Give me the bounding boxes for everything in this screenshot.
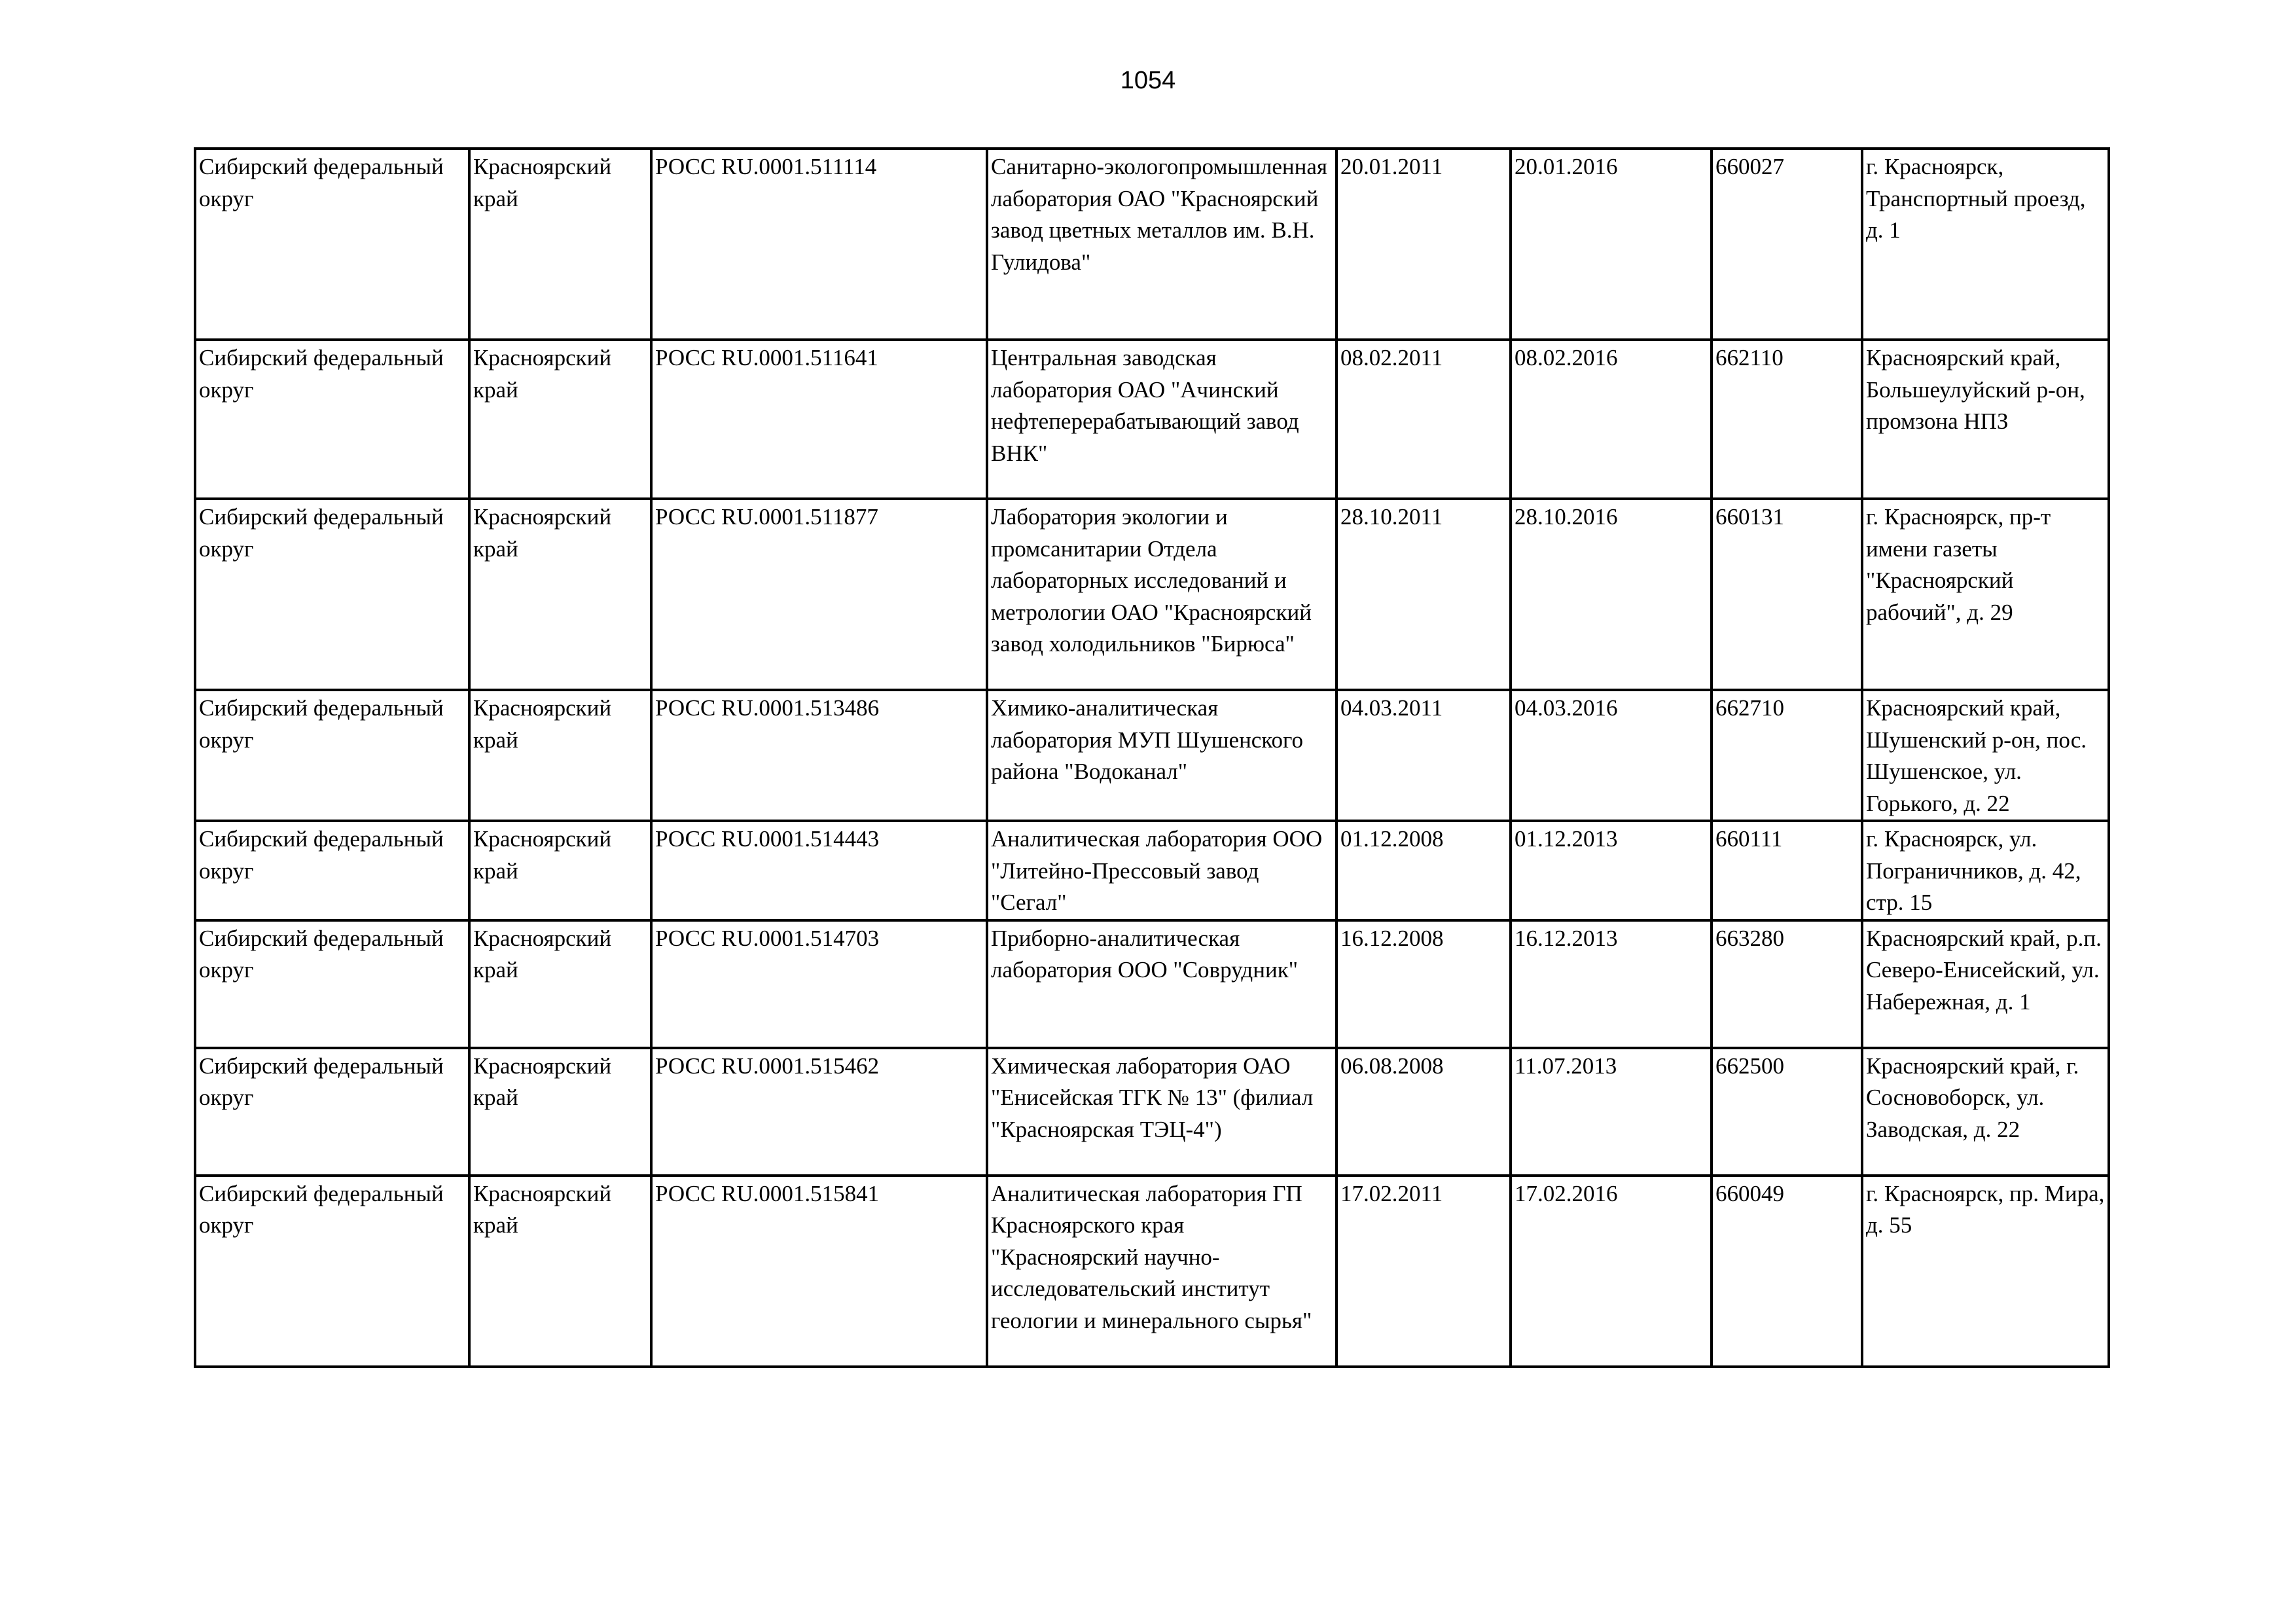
region-cell: Красноярский край (469, 149, 651, 340)
district-cell: Сибирский федеральный округ (195, 1176, 469, 1367)
laboratory-name-cell: Химико-аналитическая лаборатория МУП Шушенского района "Водоканал" (987, 690, 1336, 821)
address-cell: г. Красноярск, ул. Пограничников, д. 42, стр. 15 (1862, 821, 2109, 920)
laboratory-name-cell: Аналитическая лаборатория ГП Красноярского края "Красноярский научно-исследовательский институт геологии и минерального сырья" (987, 1176, 1336, 1367)
laboratory-name-cell: Санитарно-экологопромышленная лаборатория ОАО "Красноярский завод цветных металлов им. В.Н. Гулидова" (987, 149, 1336, 340)
issue-date-cell: 28.10.2011 (1336, 499, 1511, 690)
table-row (195, 1176, 2109, 1367)
address-cell: г. Красноярск, пр-т имени газеты "Красноярский рабочий", д. 29 (1862, 499, 2109, 690)
valid-until-cell: 16.12.2013 (1511, 920, 1712, 1048)
table-row (195, 821, 2109, 920)
table-row (195, 340, 2109, 499)
region-cell: Красноярский край (469, 690, 651, 821)
laboratory-name-cell: Приборно-аналитическая лаборатория ООО "Соврудник" (987, 920, 1336, 1048)
issue-date-cell: 01.12.2008 (1336, 821, 1511, 920)
region-cell: Красноярский край (469, 340, 651, 499)
district-cell: Сибирский федеральный округ (195, 149, 469, 340)
issue-date-cell: 16.12.2008 (1336, 920, 1511, 1048)
region-cell: Красноярский край (469, 920, 651, 1048)
region-cell: Красноярский край (469, 1048, 651, 1176)
table-row (195, 499, 2109, 690)
district-cell: Сибирский федеральный округ (195, 920, 469, 1048)
issue-date-cell: 17.02.2011 (1336, 1176, 1511, 1367)
postal-index-cell: 660131 (1712, 499, 1862, 690)
certificate-number-cell: РОСС RU.0001.514703 (651, 920, 987, 1048)
district-cell: Сибирский федеральный округ (195, 499, 469, 690)
postal-index-cell: 662500 (1712, 1048, 1862, 1176)
valid-until-cell: 11.07.2013 (1511, 1048, 1712, 1176)
address-cell: г. Красноярск, Транспортный проезд, д. 1 (1862, 149, 2109, 340)
issue-date-cell: 06.08.2008 (1336, 1048, 1511, 1176)
valid-until-cell: 20.01.2016 (1511, 149, 1712, 340)
certificate-number-cell: РОСС RU.0001.511114 (651, 149, 987, 340)
table-row (195, 690, 2109, 821)
valid-until-cell: 08.02.2016 (1511, 340, 1712, 499)
postal-index-cell: 662110 (1712, 340, 1862, 499)
certificate-number-cell: РОСС RU.0001.514443 (651, 821, 987, 920)
laboratory-name-cell: Аналитическая лаборатория ООО "Литейно-Прессовый завод "Сегал" (987, 821, 1336, 920)
valid-until-cell: 04.03.2016 (1511, 690, 1712, 821)
region-cell: Красноярский край (469, 1176, 651, 1367)
valid-until-cell: 01.12.2013 (1511, 821, 1712, 920)
table-row (195, 149, 2109, 340)
laboratory-name-cell: Лаборатория экологии и промсанитарии Отдела лабораторных исследований и метрологии ОАО "Красноярский завод холодильников "Бирюса" (987, 499, 1336, 690)
address-cell: Красноярский край, Шушенский р-он, пос. Шушенское, ул. Горького, д. 22 (1862, 690, 2109, 821)
postal-index-cell: 660049 (1712, 1176, 1862, 1367)
certificate-number-cell: РОСС RU.0001.511877 (651, 499, 987, 690)
valid-until-cell: 28.10.2016 (1511, 499, 1712, 690)
district-cell: Сибирский федеральный округ (195, 340, 469, 499)
certificate-number-cell: РОСС RU.0001.511641 (651, 340, 987, 499)
address-cell: Красноярский край, р.п. Северо-Енисейский, ул. Набережная, д. 1 (1862, 920, 2109, 1048)
postal-index-cell: 662710 (1712, 690, 1862, 821)
laboratory-name-cell: Центральная заводская лаборатория ОАО "Ачинский нефтеперерабатывающий завод ВНК" (987, 340, 1336, 499)
laboratory-name-cell: Химическая лаборатория ОАО "Енисейская ТГК № 13" (филиал "Красноярская ТЭЦ-4") (987, 1048, 1336, 1176)
issue-date-cell: 04.03.2011 (1336, 690, 1511, 821)
laboratory-registry-table (194, 147, 2110, 1368)
issue-date-cell: 08.02.2011 (1336, 340, 1511, 499)
region-cell: Красноярский край (469, 821, 651, 920)
district-cell: Сибирский федеральный округ (195, 690, 469, 821)
district-cell: Сибирский федеральный округ (195, 821, 469, 920)
region-cell: Красноярский край (469, 499, 651, 690)
table-row (195, 920, 2109, 1048)
table-row (195, 1048, 2109, 1176)
district-cell: Сибирский федеральный округ (195, 1048, 469, 1176)
certificate-number-cell: РОСС RU.0001.515462 (651, 1048, 987, 1176)
address-cell: Красноярский край, г. Сосновоборск, ул. Заводская, д. 22 (1862, 1048, 2109, 1176)
valid-until-cell: 17.02.2016 (1511, 1176, 1712, 1367)
postal-index-cell: 660027 (1712, 149, 1862, 340)
issue-date-cell: 20.01.2011 (1336, 149, 1511, 340)
address-cell: г. Красноярск, пр. Мира, д. 55 (1862, 1176, 2109, 1367)
address-cell: Красноярский край, Большеулуйский р-он, промзона НПЗ (1862, 340, 2109, 499)
certificate-number-cell: РОСС RU.0001.515841 (651, 1176, 987, 1367)
page-number: 1054 (1120, 67, 1176, 94)
certificate-number-cell: РОСС RU.0001.513486 (651, 690, 987, 821)
postal-index-cell: 660111 (1712, 821, 1862, 920)
postal-index-cell: 663280 (1712, 920, 1862, 1048)
